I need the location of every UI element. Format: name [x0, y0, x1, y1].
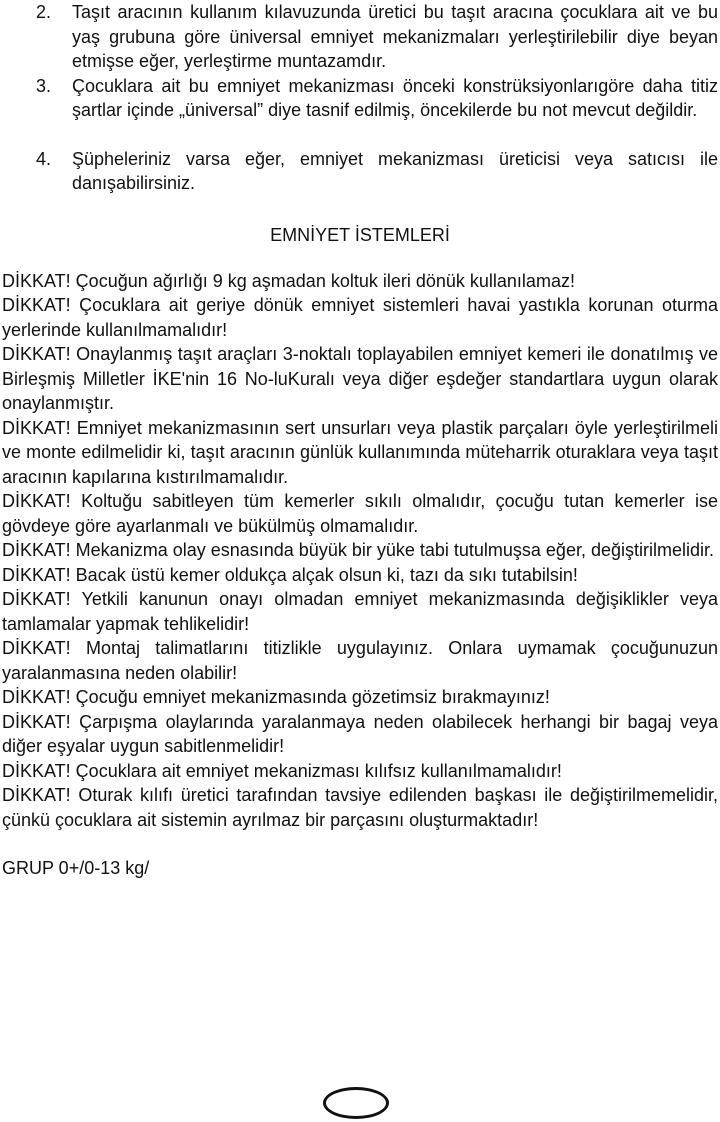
- list-item: [2, 147, 718, 196]
- numbered-list: [2, 0, 718, 196]
- list-item: [2, 0, 718, 74]
- list-item-number: 2.: [36, 2, 52, 22]
- warnings-list: [2, 269, 718, 833]
- warning-item: DİKKAT! Çocuklara ait geriye dönük emniyet sistemleri havai yastıkla korunan oturma yerlerinde kullanılmamalıdır!: [2, 295, 718, 340]
- warning-item: DİKKAT! Çocuğu emniyet mekanizmasında gözetimsiz bırakmayınız!: [2, 687, 550, 707]
- list-item-text: Çocuklara ait bu emniyet mekanizması önceki konstrüksiyonlarıgöre daha titiz şartlar içinde „üniversal” diye tasnif edilmiş, öncekilerde bu not mevcut değildir.: [72, 75, 718, 120]
- warning-item: DİKKAT! Yetkili kanunun onayı olmadan emniyet mekanizmasında değişiklikler veya tamlamalar yapmak tehlikelidir!: [2, 589, 718, 634]
- list-item-number: 3.: [36, 75, 52, 96]
- warning-item: DİKKAT! Koltuğu sabitleyen tüm kemerler sıkılı olmalıdır, çocuğu tutan kemerler ise gövdeye göre ayarlanmalı ve bükülmüş olmamalıdır.: [2, 491, 718, 536]
- warning-item: DİKKAT! Oturak kılıfı üretici tarafından tavsiye edilenden başkası ile değiştirilmemelidir, çünkü çocuklara ait sistemin ayrılmaz bir parçasını oluşturmaktadır!: [2, 785, 718, 830]
- group-line: GRUP 0+/0-13 kg/: [2, 858, 150, 878]
- list-item-number: 4.: [36, 148, 52, 169]
- page-number-oval: [323, 1087, 389, 1119]
- warning-item: DİKKAT! Bacak üstü kemer oldukça alçak olsun ki, tazı da sıkı tutabilsin!: [2, 564, 578, 585]
- list-item: [2, 74, 718, 123]
- warning-item: DİKKAT! Emniyet mekanizmasının sert unsurları veya plastik parçaları öyle yerleştirilmeli ve monte edilmelidir ki, taşıt aracının günlük kullanımında müteharrik oturaklara veya taşıt aracının kapılarına kıstırılmamalıdır.: [2, 417, 718, 487]
- warning-item: DİKKAT! Çocuklara ait emniyet mekanizması kılıfsız kullanılmamalıdır!: [2, 760, 562, 781]
- warning-item: DİKKAT! Onaylanmış taşıt araçları 3-noktalı toplayabilen emniyet kemeri ile donatılmış ve Birleşmiş Milletler İKE'nin 16 No-luKuralı veya diğer eşdeğer standartlara uygun olarak onaylanmıştır.: [2, 344, 718, 413]
- warning-item: DİKKAT! Mekanizma olay esnasında büyük bir yüke tabi tutulmuşsa eğer, değiştirilmelidir.: [2, 540, 714, 560]
- list-item-text: Taşıt aracının kullanım kılavuzunda üretici bu taşıt aracına çocuklara ait ve bu yaş grubuna göre üniversal emniyet mekanizmaları yerleştirilebilir diye beyan etmişse eğer, yerleştirme muntazamdır.: [72, 2, 718, 71]
- warning-item: DİKKAT! Çocuğun ağırlığı 9 kg aşmadan koltuk ileri dönük kullanılamaz!: [2, 270, 575, 291]
- list-item-text: Şüpheleriniz varsa eğer, emniyet mekanizması üreticisi veya satıcısı ile danışabilirsiniz.: [72, 148, 718, 193]
- section-title: EMNİYET İSTEMLERİ: [270, 224, 450, 245]
- warning-item: DİKKAT! Montaj talimatlarını titizlikle uygulayınız. Onlara uymamak çocuğunuzun yaralanmasına neden olabilir!: [2, 638, 718, 683]
- warning-item: DİKKAT! Çarpışma olaylarında yaralanmaya neden olabilecek herhangi bir bagaj veya diğer eşyalar uygun sabitlenmelidir!: [2, 711, 718, 756]
